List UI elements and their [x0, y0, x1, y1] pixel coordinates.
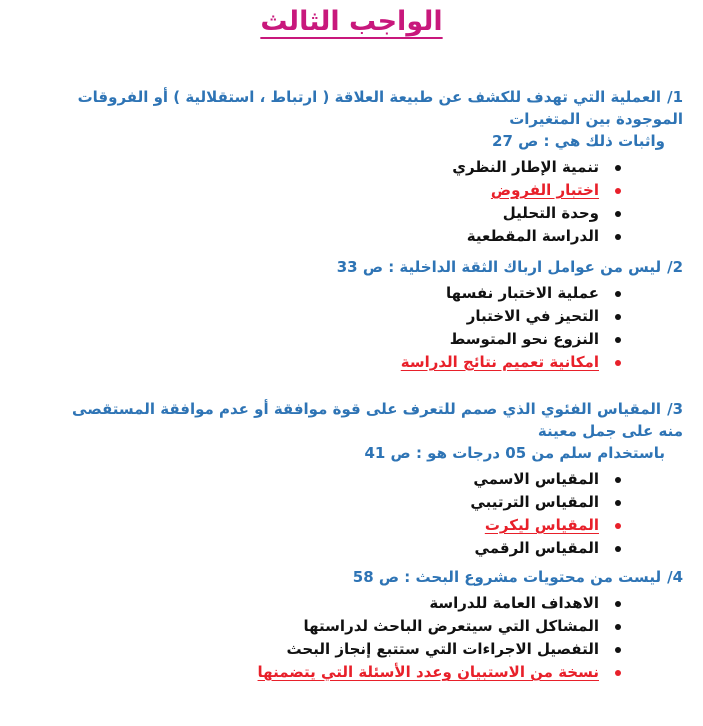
- question-stem-continued: واثبات ذلك هي : ص 27: [492, 132, 665, 150]
- question-text: [53, 86, 683, 152]
- answer-list: [53, 592, 683, 684]
- answer-option: المقياس الترتيبي: [53, 491, 621, 514]
- question-4: [53, 566, 683, 684]
- question-3: [53, 398, 683, 560]
- question-number: 2/: [667, 258, 683, 276]
- correct-answer-option: المقياس ليكرت: [53, 514, 621, 537]
- question-number: 4/: [667, 568, 683, 586]
- question-text: [53, 398, 683, 464]
- answer-option: وحدة التحليل: [53, 202, 621, 225]
- question-1: [53, 86, 683, 248]
- answer-option: المشاكل التي سيتعرض الباحث لدراستها: [53, 615, 621, 638]
- answer-list: [53, 468, 683, 560]
- answer-list: [53, 282, 683, 374]
- correct-answer-option: امكانية تعميم نتائج الدراسة: [53, 351, 621, 374]
- correct-answer-option: اختبار الفروض: [53, 179, 621, 202]
- question-number: 3/: [667, 400, 683, 418]
- question-2: [53, 256, 683, 374]
- question-text: [53, 566, 683, 588]
- answer-option: التفصيل الاجراءات التي ستتبع إنجاز البحث: [53, 638, 621, 661]
- question-stem: ليس من عوامل ارباك الثقة الداخلية : ص 33: [336, 258, 662, 276]
- page-title: الواجب الثالث: [260, 6, 443, 37]
- question-stem: المقياس الفئوي الذي صمم للتعرف على قوة موافقة أو عدم موافقة المستقصى منه على جمل معينة: [72, 400, 683, 440]
- answer-list: [53, 156, 683, 248]
- answer-option: عملية الاختبار نفسها: [53, 282, 621, 305]
- answer-option: الدراسة المقطعية: [53, 225, 621, 248]
- question-number: 1/: [667, 88, 683, 106]
- answer-option: النزوع نحو المتوسط: [53, 328, 621, 351]
- answer-option: تنمية الإطار النظري: [53, 156, 621, 179]
- question-stem-continued: باستخدام سلم من 05 درجات هو : ص 41: [364, 444, 665, 462]
- question-stem: العملية التي تهدف للكشف عن طبيعة العلاقة ( ارتباط ، استقلالية ) أو الفروقات الموجودة بين المتغيرات: [77, 88, 683, 128]
- question-stem: ليست من محتويات مشروع البحث : ص 58: [352, 568, 662, 586]
- answer-option: المقياس الاسمي: [53, 468, 621, 491]
- answer-option: الاهداف العامة للدراسة: [53, 592, 621, 615]
- correct-answer-option: نسخة من الاستبيان وعدد الأسئلة التي يتضمنها: [53, 661, 621, 684]
- question-text: [53, 256, 683, 278]
- answer-option: التحيز في الاختبار: [53, 305, 621, 328]
- answer-option: المقياس الرقمي: [53, 537, 621, 560]
